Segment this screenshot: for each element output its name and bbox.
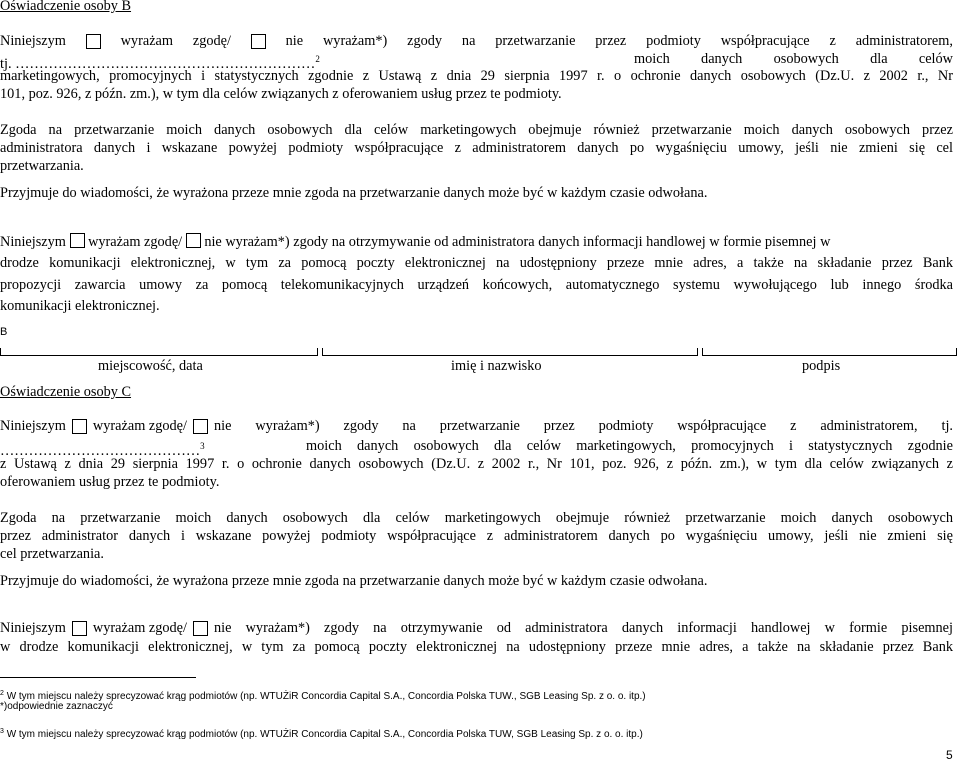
- section-b-scope-line1: Zgoda na przetwarzanie moich danych osobowych dla celów marketingowych obejmuje również przetwarzanie moich danych osobowych przez: [0, 122, 953, 138]
- section-c-consent1-line3: z Ustawą z dnia 29 sierpnia 1997 r. o ochronie danych osobowych (Dz.U. z 2002 r., Nr 101, poz. 926, z późn. zm.), w tym dla celów związanych z: [0, 456, 953, 472]
- text-word: nie: [285, 33, 304, 49]
- text-word: przez: [595, 33, 627, 49]
- section-c-consent2-line2: w drodze komunikacji elektronicznej, w tym za pomocą poczty elektronicznej na udostępniony przeze mnie adres, a także na składanie przez Bank: [0, 639, 953, 655]
- section-c-heading: Oświadczenie osoby C: [0, 384, 132, 400]
- text-word: wyrażam*): [322, 33, 388, 49]
- text-word: wyrażam zgodę/: [92, 418, 187, 434]
- section-c-revocation: Przyjmuje do wiadomości, że wyrażona przeze mnie zgoda na przetwarzanie danych może być w każdym czasie odwołana.: [0, 573, 708, 589]
- text-niniejszym: Niniejszym: [0, 620, 66, 636]
- signature-line-name: [322, 348, 698, 356]
- text-word: wyrażam zgodę/: [88, 234, 183, 250]
- text-word: przetwarzanie: [495, 33, 576, 49]
- label-place-date: miejscowość, data: [98, 358, 203, 374]
- section-b-consent1-line1: [0, 33, 953, 50]
- text-word: wyrażam zgodę/: [92, 620, 187, 636]
- line: [702, 355, 957, 356]
- label-signature: podpis: [802, 358, 841, 374]
- footnote-text: W tym miejscu należy sprecyzować krąg podmiotów (np. WTUŻiR Concordia Capital S.A., Concordia Polska TUW, SGB Leasing Sp. z o. o. itp.): [6, 729, 643, 740]
- footnote-separator: [0, 677, 196, 678]
- consent-checkbox-c2-agree[interactable]: [72, 621, 87, 636]
- section-b-consent2-line1: [0, 233, 830, 251]
- entities-placeholder: ……………………………………: [0, 443, 201, 459]
- footnote-text: W tym miejscu należy sprecyzować krąg podmiotów (np. WTUŻiR Concordia Capital S.A., Concordia Polska TUW., SGB Leasing Sp. z o. o. itp.): [6, 691, 646, 702]
- text-word: współpracujące: [720, 33, 810, 49]
- text-niniejszym: Niniejszym: [0, 418, 66, 434]
- tick: [0, 348, 1, 356]
- tick: [322, 348, 323, 356]
- text-word: podmioty: [646, 33, 701, 49]
- section-c-scope-line3: cel przetwarzania.: [0, 546, 104, 562]
- text-word: nie wyrażam*) zgody na otrzymywanie od administratora danych informacji handlowej w formie pisemnej w: [204, 234, 831, 250]
- text-word: administratorem,: [855, 33, 953, 49]
- text-niniejszym: Niniejszym: [0, 33, 66, 49]
- section-b-heading: Oświadczenie osoby B: [0, 0, 132, 14]
- footnote-ref-3: 3: [200, 441, 205, 451]
- section-b-marker: B: [0, 326, 8, 338]
- section-b-consent1-line3: marketingowych, promocyjnych i statystycznych zgodnie z Ustawą z dnia 29 sierpnia 1997 r. o ochronie danych osobowych (Dz.U. z 2002 r., Nr: [0, 68, 953, 84]
- section-b-consent2-line2: drodze komunikacji elektronicznej, w tym za pomocą poczty elektronicznej na udostępniony przeze mnie adres, a także na składanie przez Bank: [0, 255, 953, 271]
- page-number: 5: [946, 748, 953, 762]
- consent-checkbox-b2-disagree[interactable]: [186, 233, 201, 248]
- section-b-scope-line2: administratora danych i wskazane powyżej podmioty współpracujące z administratorem danych po wygaśnięciu umowy, jeśli nie zmieni się cel: [0, 140, 953, 156]
- footnote-3: [0, 726, 643, 741]
- section-c-scope-line2: przez administrator danych i wskazane powyżej podmioty współpracujące z administratorem danych po wygaśnięciu umowy, jeśli nie zmieni się: [0, 528, 953, 544]
- section-c-consent1-line2b: moich danych osobowych dla celów marketingowych, promocyjnych i statystycznych zgodnie: [306, 438, 953, 454]
- label-name: imię i nazwisko: [451, 358, 542, 374]
- section-b-revocation: Przyjmuje do wiadomości, że wyrażona przeze mnie zgoda na przetwarzanie danych może być w każdym czasie odwołana.: [0, 185, 708, 201]
- consent-checkbox-c1-disagree[interactable]: [193, 419, 208, 434]
- footnote-number: 2: [0, 690, 4, 697]
- signature-line-place-date: [0, 348, 318, 356]
- text-word: na: [461, 33, 476, 49]
- section-b-scope-line3: przetwarzania.: [0, 158, 84, 174]
- text-word: wyrażam: [120, 33, 174, 49]
- signature-line-signature: [702, 348, 957, 356]
- text-niniejszym: Niniejszym: [0, 234, 66, 250]
- text-word: nie wyrażam*) zgody na otrzymywanie od administratora danych informacji handlowej w formie pisemnej: [214, 620, 953, 636]
- text-word: nie wyrażam*) zgody na przetwarzanie przez podmioty współpracujące z administratorem, tj.: [214, 418, 953, 434]
- text-word: zgodę/: [192, 33, 231, 49]
- tick: [697, 348, 698, 356]
- section-b-consent1-line4: 101, poz. 926, z późn. zm.), w tym dla celów związanych z oferowaniem usług przez te podmioty.: [0, 86, 562, 102]
- section-c-consent1-line4: oferowaniem usług przez te podmioty.: [0, 474, 220, 490]
- line: [322, 355, 698, 356]
- section-c-consent1-line1: [0, 418, 953, 435]
- consent-checkbox-b1-agree[interactable]: [86, 34, 101, 49]
- entities-placeholder: tj. ………………………………………………………: [0, 56, 316, 72]
- consent-checkbox-b2-agree[interactable]: [70, 233, 85, 248]
- section-b-consent2-line3: propozycji zawarcia umowy za pomocą telekomunikacyjnych urządzeń końcowych, automatycznego systemu wywołującego lub innego środka: [0, 277, 953, 293]
- section-b-consent1-line2b: moich danych osobowych dla celów: [634, 51, 953, 67]
- line: [0, 355, 318, 356]
- text-word: z: [829, 33, 836, 49]
- footnote-star: *)odpowiednie zaznaczyć: [0, 701, 113, 712]
- consent-checkbox-b1-disagree[interactable]: [251, 34, 266, 49]
- footnote-ref-2: 2: [315, 54, 320, 64]
- tick: [702, 348, 703, 356]
- section-c-consent2-line1: [0, 620, 953, 637]
- footnote-number: 3: [0, 728, 4, 735]
- tick: [317, 348, 318, 356]
- text-word: zgody: [407, 33, 443, 49]
- section-b-consent2-line4: komunikacji elektronicznej.: [0, 298, 160, 314]
- section-c-scope-line1: Zgoda na przetwarzanie moich danych osobowych dla celów marketingowych obejmuje również przetwarzanie moich danych osobowych: [0, 510, 953, 526]
- tick: [956, 348, 957, 356]
- consent-checkbox-c2-disagree[interactable]: [193, 621, 208, 636]
- consent-checkbox-c1-agree[interactable]: [72, 419, 87, 434]
